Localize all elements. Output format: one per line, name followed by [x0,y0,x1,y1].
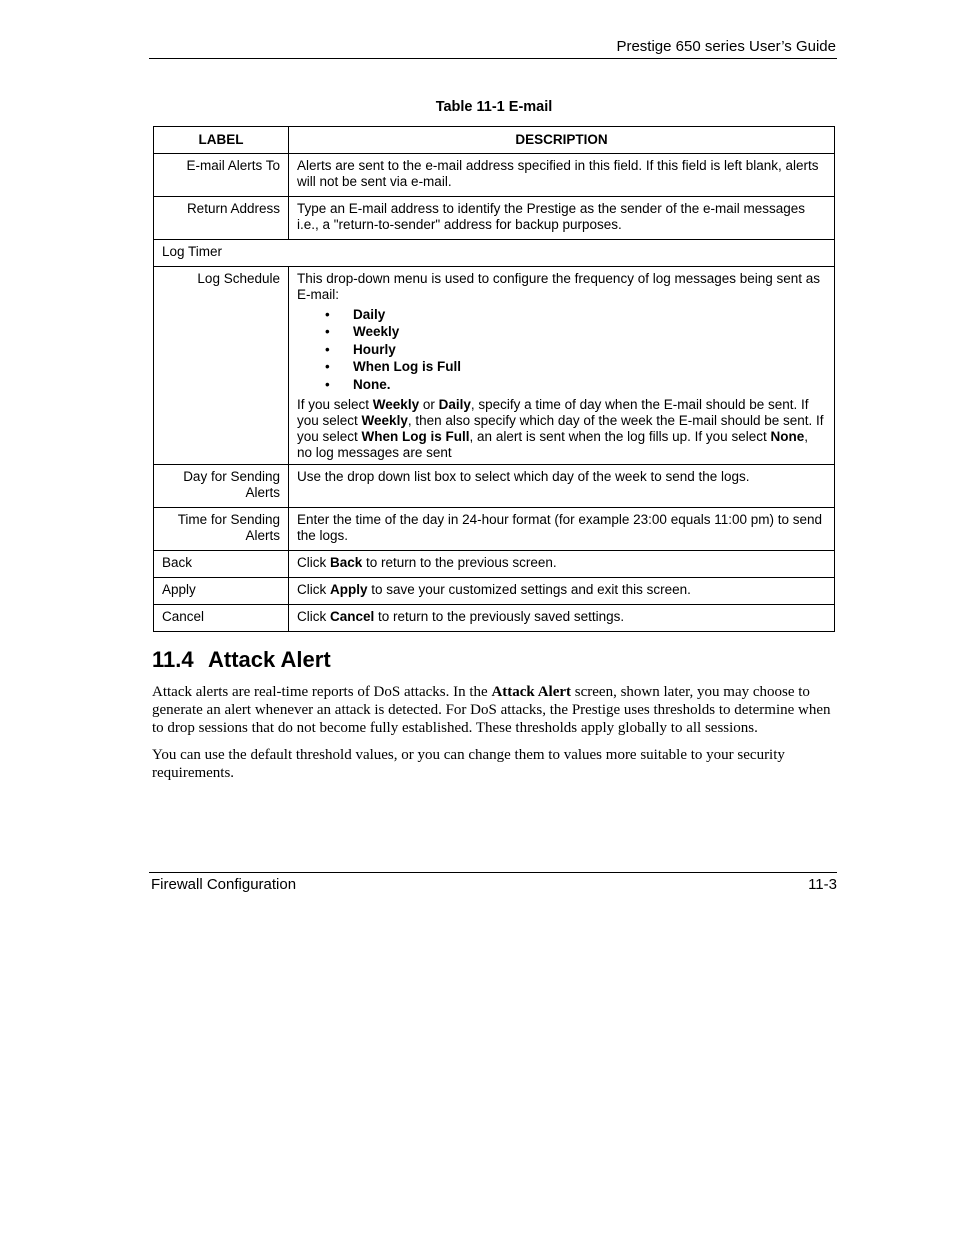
row-label: Return Address [154,197,289,240]
section-title: Attack Alert [208,647,331,672]
list-item: • When Log is Full [297,358,826,375]
table-row [154,508,835,551]
footer-chapter: Firewall Configuration [151,876,297,893]
row-label: Cancel [154,605,289,632]
email-table [153,126,835,632]
table-row [154,578,835,605]
row-description: Alerts are sent to the e-mail address specified in this field. If this field is left blank, alerts will not be sent via e-mail. [289,154,835,197]
row-label: Apply [154,578,289,605]
label-column-header: LABEL [154,127,289,154]
row-description: Click Back to return to the previous screen. [289,551,835,578]
table-row [154,154,835,197]
running-footer [149,872,837,893]
row-label: Log Schedule [154,267,289,465]
description-column-header: DESCRIPTION [289,127,835,154]
section-paragraph: Attack alerts are real-time reports of DoS attacks. In the Attack Alert screen, shown later, you may choose to generate an alert whenever an attack is detected. For DoS attacks, the Prestige uses thresholds to determine when to drop sessions that do not become fully established. These thresholds apply globally to all sessions. [152,684,831,736]
row-description: Use the drop down list box to select which day of the week to send the logs. [289,465,835,508]
row-description: Enter the time of the day in 24-hour format (for example 23:00 equals 11:00 pm) to send the logs. [289,508,835,551]
section-number: 11.4 [152,647,194,672]
row-label: Day for Sending Alerts [154,465,289,508]
log-schedule-intro: This drop-down menu is used to configure the frequency of log messages being sent as E-mail: [297,271,821,302]
row-group-label: Log Timer [154,240,835,267]
footer-page-number: 11-3 [808,876,837,893]
table-row [154,240,835,267]
row-description: Type an E-mail address to identify the Prestige as the sender of the e-mail messages i.e., a "return-to-sender" address for backup purposes. [289,197,835,240]
running-header [149,37,837,59]
log-schedule-options [297,306,826,393]
row-label: Back [154,551,289,578]
table-row [154,197,835,240]
section-paragraph: You can use the default threshold values, or you can change them to values more suitable to your security requirements. [152,747,785,781]
row-description: Click Apply to save your customized settings and exit this screen. [289,578,835,605]
row-description [289,267,835,465]
row-description: Click Cancel to return to the previously saved settings. [289,605,835,632]
list-item: • Weekly [297,323,826,340]
row-label: Time for Sending Alerts [154,508,289,551]
row-label: E-mail Alerts To [154,154,289,197]
table-header-row [154,127,835,154]
guide-title: Prestige 650 series User’s Guide [616,38,836,55]
log-schedule-note: If you select Weekly or Daily, specify a time of day when the E-mail should be sent. If you select Weekly, then also specify which day of the week the E-mail should be sent. If you select When Log is Full, an alert is sent when the log fills up. If you select None, no log messages are sent [297,397,824,461]
table-row [154,605,835,632]
section-heading [152,647,331,673]
table-row [154,465,835,508]
table-row [154,551,835,578]
table-row [154,267,835,465]
table-caption: Table 11-1 E-mail [435,99,553,115]
list-item: • Daily [297,306,826,323]
list-item: • Hourly [297,341,826,358]
list-item: • None. [297,376,826,393]
